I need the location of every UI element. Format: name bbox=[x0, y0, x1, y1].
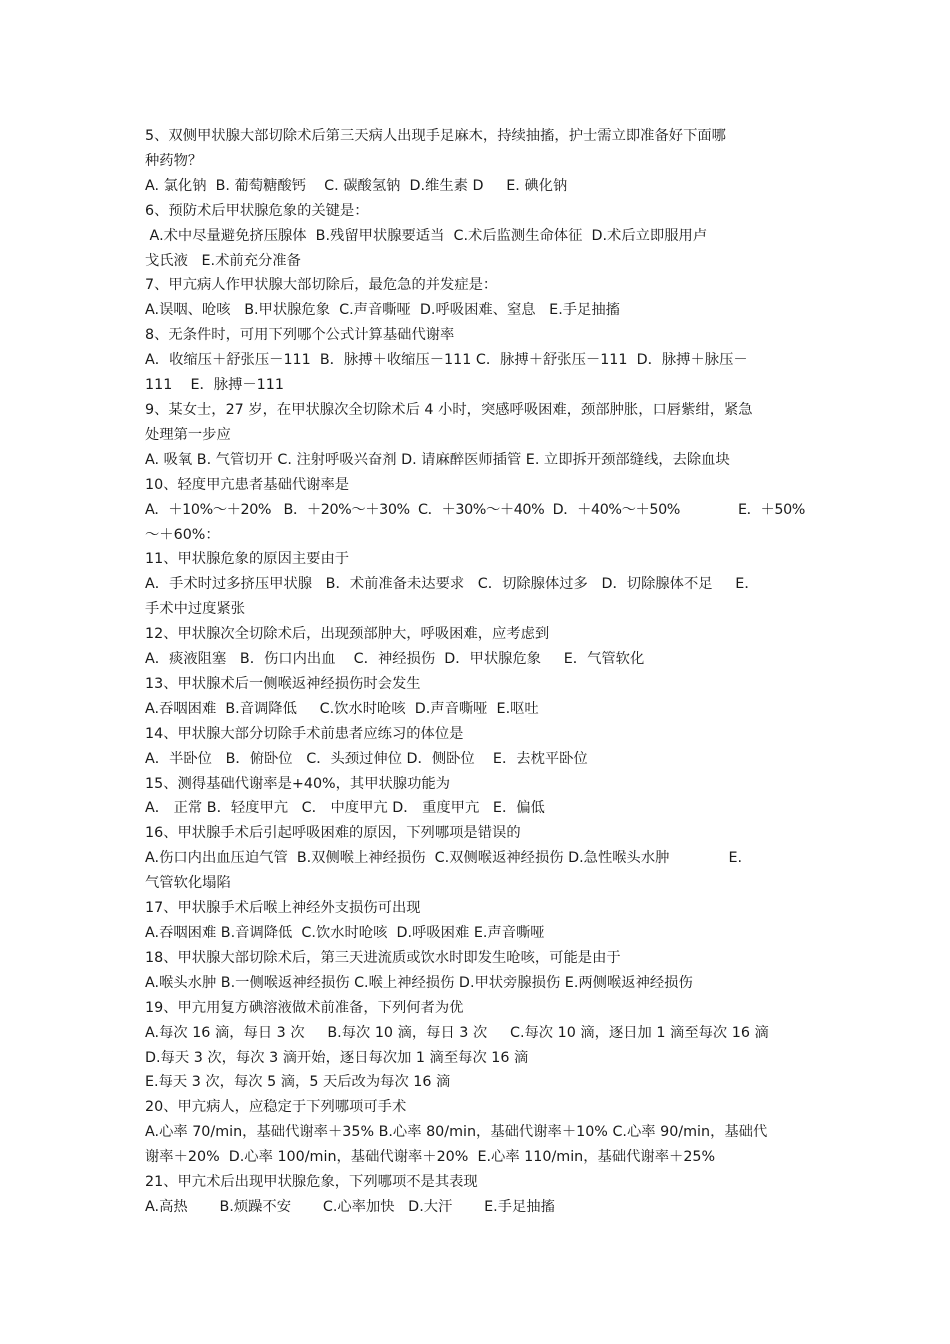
question-13-stem: 13、甲状腺术后一侧喉返神经损伤时会发生 bbox=[145, 675, 421, 692]
question-18-options: A.喉头水肿 B.一侧喉返神经损伤 C.喉上神经损伤 D.甲状旁腺损伤 E.两侧喉返神经损伤 bbox=[145, 974, 693, 991]
question-11-options-cont: 手术中过度紧张 bbox=[145, 601, 246, 618]
question-7-stem: 7、甲亢病人作甲状腺大部切除后，最危急的并发症是： bbox=[145, 277, 498, 294]
question-10-options: A．＋10%～＋20% B．＋20%～＋30% C．＋30%～＋40% D．＋40%～＋50% E．＋50% bbox=[145, 501, 805, 518]
question-11-stem: 11、甲状腺危象的原因主要由于 bbox=[145, 551, 350, 568]
question-8-options-cont: 111 E．脉搏－111 bbox=[145, 377, 284, 394]
question-20-options-cont: 谢率＋20% D.心率 100/min，基础代谢率＋20% E.心率 110/min，基础代谢率＋25% bbox=[145, 1149, 716, 1166]
question-20-options: A.心率 70/min，基础代谢率＋35% B.心率 80/min，基础代谢率＋10% C.心率 90/min，基础代 bbox=[145, 1124, 768, 1141]
question-19-option-e: E.每天 3 次，每次 5 滴，5 天后改为每次 16 滴 bbox=[145, 1074, 451, 1091]
question-10-options-cont: ～＋60%： bbox=[145, 526, 220, 543]
question-19-option-a-b-c: A.每次 16 滴，每日 3 次 B.每次 10 滴，每日 3 次 C.每次 10 滴，逐日加 1 滴至每次 16 滴 bbox=[145, 1024, 769, 1041]
question-12-options: A．痰液阻塞 B．伤口内出血 C．神经损伤 D．甲状腺危象 E．气管软化 bbox=[145, 651, 645, 668]
question-19-option-d: D.每天 3 次，每次 3 滴开始，逐日每次加 1 滴至每次 16 滴 bbox=[145, 1049, 529, 1066]
question-15-options: A． 正常 B．轻度甲亢 C． 中度甲亢 D． 重度甲亢 E．偏低 bbox=[145, 800, 545, 817]
question-16-stem: 16、甲状腺手术后引起呼吸困难的原因，下列哪项是错误的 bbox=[145, 825, 521, 842]
question-10-stem: 10、轻度甲亢患者基础代谢率是 bbox=[145, 476, 350, 493]
question-14-options: A．半卧位 B．俯卧位 C．头颈过伸位 D．侧卧位 E．去枕平卧位 bbox=[145, 750, 588, 767]
question-21-options: A.高热 B.烦躁不安 C.心率加快 D.大汗 E.手足抽搐 bbox=[145, 1198, 555, 1215]
question-6-options: A.术中尽量避免挤压腺体 B.残留甲状腺要适当 C.术后监测生命体征 D.术后立即服用卢 bbox=[145, 227, 708, 244]
question-13-options: A.吞咽困难 B.音调降低 C.饮水时呛咳 D.声音嘶哑 E.呕吐 bbox=[145, 700, 539, 717]
question-19-stem: 19、甲亢用复方碘溶液做术前准备，下列何者为优 bbox=[145, 999, 464, 1016]
question-11-options: A．手术时过多挤压甲状腺 B．术前准备未达要求 C．切除腺体过多 D．切除腺体不足 E． bbox=[145, 576, 759, 593]
question-20-stem: 20、甲亢病人，应稳定于下列哪项可手术 bbox=[145, 1099, 407, 1116]
question-9-options: A. 吸氧 B. 气管切开 C. 注射呼吸兴奋剂 D. 请麻醉医师插管 E. 立即拆开颈部缝线，去除血块 bbox=[145, 451, 730, 468]
question-17-stem: 17、甲状腺手术后喉上神经外支损伤可出现 bbox=[145, 900, 421, 917]
question-17-options: A.吞咽困难 B.音调降低 C.饮水时呛咳 D.呼吸困难 E.声音嘶哑 bbox=[145, 925, 545, 941]
question-text-block bbox=[145, 124, 809, 1220]
question-14-stem: 14、甲状腺大部分切除手术前患者应练习的体位是 bbox=[145, 725, 464, 742]
question-5-options: A. 氯化钠 B. 葡萄糖酸钙 C. 碳酸氢钠 D.维生素 D E. 碘化钠 bbox=[145, 177, 568, 194]
question-16-options: A.伤口内出血压迫气管 B.双侧喉上神经损伤 C.双侧喉返神经损伤 D.急性喉头水肿 E. bbox=[145, 850, 743, 867]
question-9-stem-cont: 处理第一步应 bbox=[145, 426, 231, 443]
question-12-stem: 12、甲状腺次全切除术后，出现颈部肿大，呼吸困难，应考虑到 bbox=[145, 626, 550, 643]
question-15-stem: 15、测得基础代谢率是+40%，其甲状腺功能为 bbox=[145, 775, 450, 792]
question-18-stem: 18、甲状腺大部切除术后，第三天进流质或饮水时即发生呛咳，可能是由于 bbox=[145, 949, 621, 966]
question-6-options-cont: 戈氏液 E.术前充分准备 bbox=[145, 252, 301, 269]
question-21-stem: 21、甲亢术后出现甲状腺危象，下列哪项不是其表现 bbox=[145, 1174, 478, 1191]
question-5-stem: 5、双侧甲状腺大部切除术后第三天病人出现手足麻木，持续抽搐，护士需立即准备好下面哪 bbox=[145, 128, 726, 144]
question-5-stem-cont: 种药物？ bbox=[145, 152, 203, 169]
question-9-stem: 9、某女士，27 岁，在甲状腺次全切除术后 4 小时，突感呼吸困难，颈部肿胀，口唇紫绀，紧急 bbox=[145, 401, 753, 418]
question-8-options: A．收缩压＋舒张压－111 B．脉搏＋收缩压－111 C．脉搏＋舒张压－111 D．脉搏＋脉压－ bbox=[145, 352, 748, 369]
question-7-options: A.误咽、呛咳 B.甲状腺危象 C.声音嘶哑 D.呼吸困难、窒息 E.手足抽搐 bbox=[145, 302, 620, 319]
question-16-options-cont: 气管软化塌陷 bbox=[145, 875, 231, 892]
question-8-stem: 8、无条件时，可用下列哪个公式计算基础代谢率 bbox=[145, 327, 455, 344]
question-6-stem: 6、预防术后甲状腺危象的关键是： bbox=[145, 202, 369, 219]
